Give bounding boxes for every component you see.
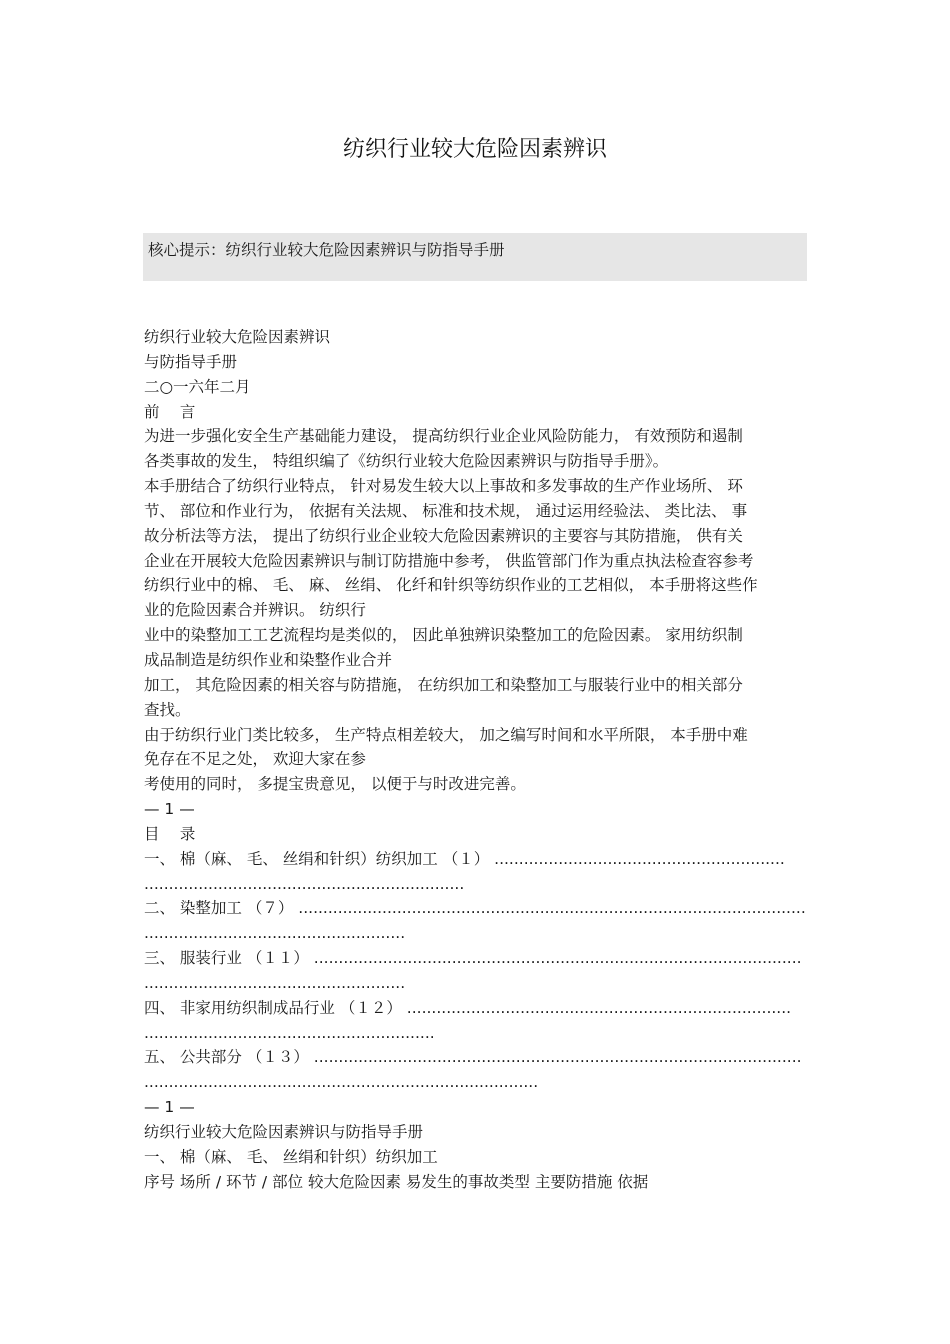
text-line: 本手册结合了纺织行业特点， 针对易发生较大以上事故和多发事故的生产作业场所、 环 — [144, 477, 743, 496]
toc-entry[interactable]: 五、 公共部分 （１３） ................................................................................................... — [144, 1048, 802, 1067]
text-line: 免存在不足之处， 欢迎大家在参 — [144, 750, 366, 769]
text-line: 节、 部位和作业行为， 依据有关法规、 标准和技术规， 通过运用经验法、 类比法、 事 — [144, 501, 748, 520]
toc-entry[interactable]: 四、 非家用纺织制成品行业 （１２） .............................................................................. — [144, 998, 792, 1017]
preface-heading: 前 言 — [144, 402, 196, 421]
text-line: 业中的染整加工工艺流程均是类似的， 因此单独辨识染整加工的危险因素。 家用纺织制 — [144, 626, 743, 645]
section-header: 纺织行业较大危险因素辨识与防指导手册 — [144, 1123, 424, 1141]
text-line: 企业在开展较大危险因素辨识与制订防措施中参考， 供监管部门作为重点执法检查容参考 — [144, 551, 754, 570]
toc-leader: ..................................................... — [144, 973, 406, 992]
toc-leader: ........................................................... — [144, 1023, 435, 1042]
text-line: 查找。 — [144, 700, 191, 719]
text-line: 为进一步强化安全生产基础能力建设， 提高纺织行业企业风险防能力， 有效预防和遏制 — [144, 427, 743, 446]
toc-heading: 目 录 — [144, 824, 196, 843]
text-line: 与防指导手册 — [144, 352, 238, 371]
toc-leader: ................................................................................ — [144, 1073, 539, 1092]
document-body — [144, 325, 808, 1195]
text-line: 各类事故的发生， 特组织编了《纺织行业较大危险因素辨识与防指导手册》。 — [144, 452, 669, 471]
document-title: 纺织行业较大危险因素辨识 — [342, 137, 607, 162]
text-line: 由于纺织行业门类比较多， 生产特点相差较大， 加之编写时间和水平所限， 本手册中难 — [144, 725, 748, 744]
section-title: 一、 棉（麻、 毛、 丝绢和针织）纺织加工 — [144, 1147, 438, 1166]
text-line: 故分析法等方法， 提出了纺织行业企业较大危险因素辨识的主要容与其防措施， 供有关 — [144, 526, 743, 545]
text-line: 成品制造是纺织作业和染整作业合并 — [144, 650, 393, 669]
page-number: — 1 — — [144, 1098, 195, 1117]
text-line: 业的危险因素合并辨识。 纺织行 — [144, 601, 366, 620]
toc-leader: ..................................................... — [144, 924, 406, 943]
page-number: — 1 — — [144, 800, 195, 819]
summary-text: 核心提示：纺织行业较大危险因素辨识与防指导手册 — [148, 241, 505, 259]
toc-entry[interactable]: 三、 服装行业 （１１） ................................................................................................... — [144, 949, 802, 968]
toc-entry[interactable]: 二、 染整加工 （７） ....................................................................................................... — [144, 899, 806, 918]
date-line: 二○一六年二月 — [144, 377, 251, 396]
text-line: 考使用的同时， 多提宝贵意见， 以便于与时改进完善。 — [144, 775, 526, 794]
summary-box — [143, 233, 807, 281]
toc-entry[interactable]: 一、 棉（麻、 毛、 丝绢和针织）纺织加工 （１） ........................................................... — [144, 849, 785, 868]
text-line: 加工， 其危险因素的相关容与防措施， 在纺织加工和染整加工与服装行业中的相关部分 — [144, 675, 743, 694]
toc-leader: ................................................................. — [144, 874, 465, 893]
table-header: 序号 场所 / 环节 / 部位 较大危险因素 易发生的事故类型 主要防措施 依据 — [144, 1172, 649, 1191]
text-line: 纺织行业较大危险因素辨识 — [144, 328, 331, 346]
text-line: 纺织行业中的棉、 毛、 麻、 丝绢、 化纤和针织等纺织作业的工艺相似， 本手册将这些作 — [144, 576, 758, 595]
